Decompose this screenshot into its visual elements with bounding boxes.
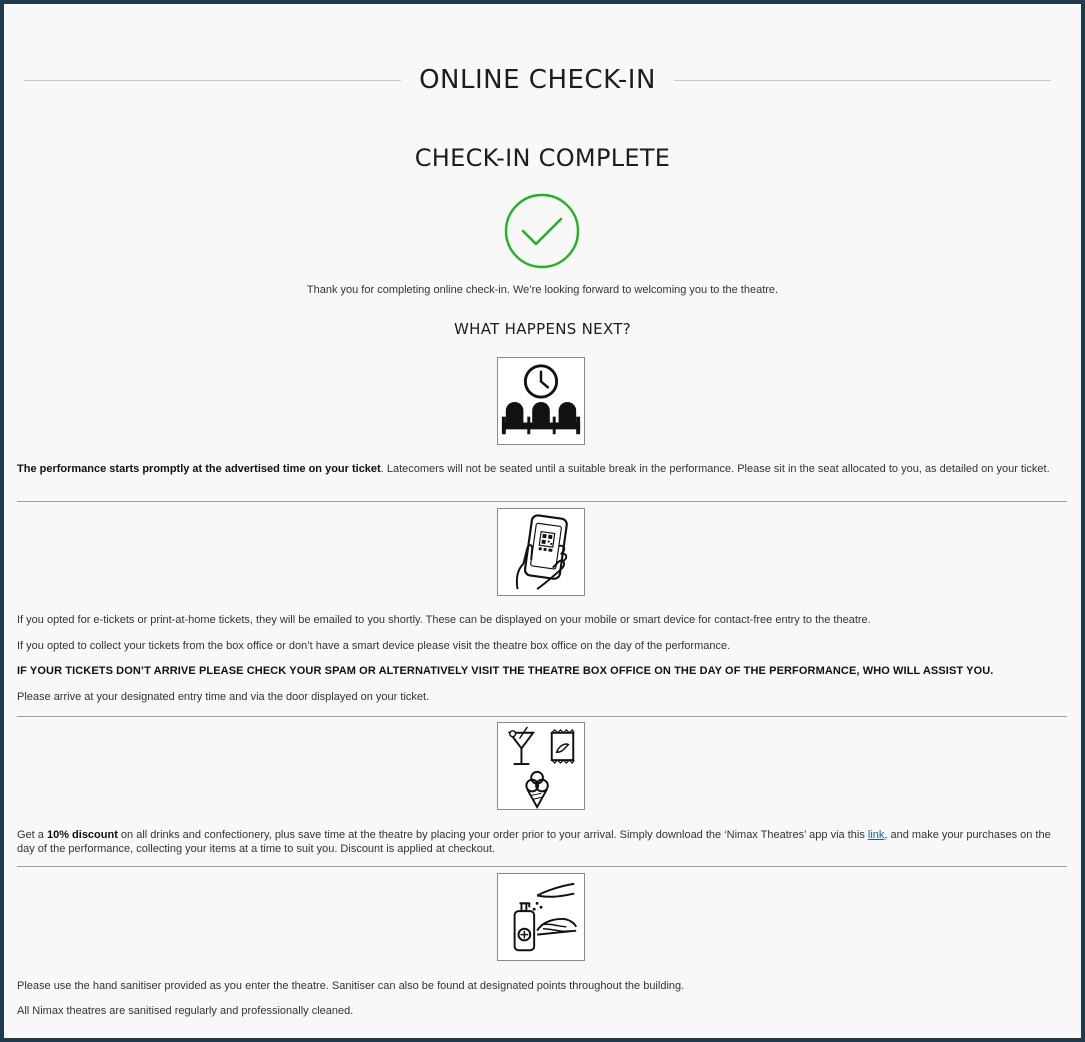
tickets-box-office-paragraph: If you opted to collect your tickets from the box office or don’t have a smart device please visit the theatre box office on the day of the performance.	[17, 640, 731, 652]
page-heading	[24, 64, 1051, 96]
discount-bold-text: 10% discount	[46, 829, 118, 841]
app-download-link[interactable]: link	[867, 829, 885, 841]
heading-rule-right	[674, 80, 1051, 81]
tickets-email-paragraph: If you opted for e-tickets or print-at-home tickets, they will be emailed to you shortly. These can be displayed on your mobile or smart device for contact-free entry to the theatre.	[17, 614, 871, 626]
section-divider	[17, 501, 1067, 502]
discount-post-text: , and make your purchases on the day of the performance, collecting your items at a time to suit you. Discount is applied at checkout.	[17, 829, 1051, 855]
discount-mid-text: on all drinks and confectionery, plus save time at the theatre by placing your order prior to your arrival. Simply download the ‘Nimax Theatres’ app via this	[117, 829, 868, 841]
hand-sanitiser-icon	[497, 873, 585, 961]
heading-rule-left	[24, 80, 401, 81]
sanitiser-paragraph: Please use the hand sanitiser provided as you enter the theatre. Sanitiser can also be found at designated points throughout the building.	[17, 980, 685, 992]
section-divider	[17, 716, 1067, 717]
thanks-message: Thank you for completing online check-in. We’re looking forward to welcoming you to the theatre.	[306, 284, 779, 296]
section-divider	[17, 866, 1067, 867]
entry-time-paragraph: Please arrive at your designated entry time and via the door displayed on your ticket.	[17, 691, 430, 703]
timing-bold-text: The performance starts promptly at the advertised time on your ticket	[17, 463, 381, 475]
timing-text: . Latecomers will not be seated until a suitable break in the performance. Please sit in the seat allocated to you, as detailed on your ticket.	[380, 463, 1050, 475]
page-title: ONLINE CHECK-IN	[419, 65, 656, 95]
checkmark-circle-icon	[504, 193, 580, 269]
discount-paragraph	[17, 828, 1067, 856]
discount-pre-text: Get a	[17, 829, 47, 841]
cleaning-paragraph: All Nimax theatres are sanitised regularly and professionally cleaned.	[17, 1005, 354, 1017]
clock-seats-icon	[497, 357, 585, 445]
drinks-snacks-icecream-icon	[497, 722, 585, 810]
checkin-complete-title: CHECK-IN COMPLETE	[414, 144, 671, 172]
what-happens-next-title: WHAT HAPPENS NEXT?	[454, 320, 631, 338]
tickets-warning-paragraph: IF YOUR TICKETS DON’T ARRIVE PLEASE CHECK YOUR SPAM OR ALTERNATIVELY VISIT THE THEATRE BOX OFFICE ON THE DAY OF THE PERFORMANCE, WHO WILL ASSIST YOU.	[17, 665, 994, 677]
timing-paragraph	[17, 462, 1067, 476]
checkin-page	[4, 4, 1081, 1038]
phone-qr-code-icon	[497, 508, 585, 596]
